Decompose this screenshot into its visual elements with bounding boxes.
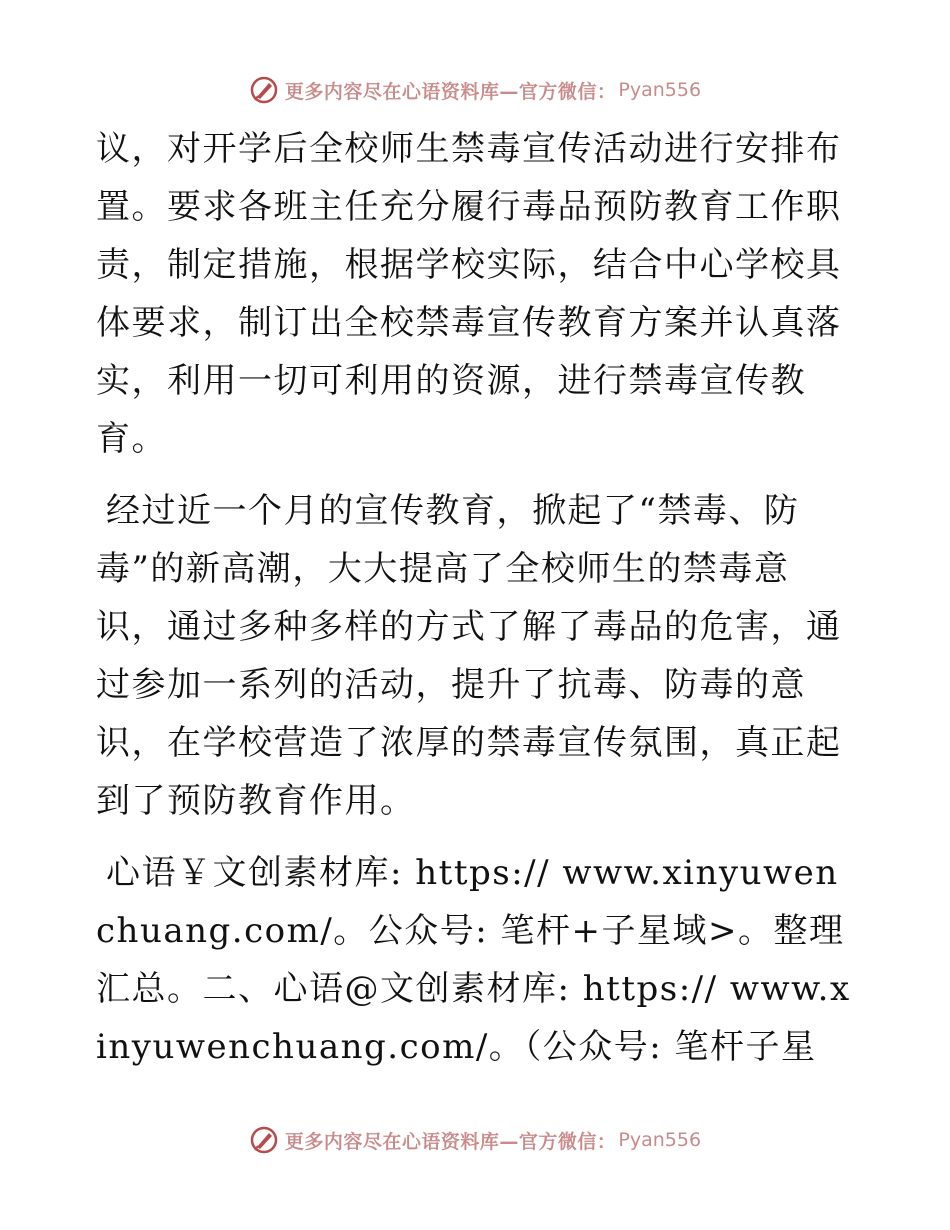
quill-pen-logo-icon	[249, 75, 279, 105]
document-body	[96, 120, 856, 1090]
header-watermark-banner	[0, 70, 950, 110]
banner-wechat-handle: Pyan556	[618, 1129, 702, 1151]
quill-pen-logo-icon	[249, 1125, 279, 1155]
banner-wechat-handle: Pyan556	[618, 79, 702, 101]
paragraph-1: 议，对开学后全校师生禁毒宣传活动进行安排布置。要求各班主任充分履行毒品预防教育工作职责，制定措施，根据学校实际，结合中心学校具体要求，制订出全校禁毒宣传教育方案并认真落实，利用一切可利用的资源，进行禁毒宣传教育。	[96, 129, 842, 459]
footer-watermark-banner	[0, 1120, 950, 1160]
paragraph-3: 心语￥文创素材库: https:// www.xinyuwenchuang.com/。公众号: 笔杆+子星域>。整理汇总。二、心语@文创素材库: https:// www.xinyuwenchuang.com/。（公众号: 笔杆子星	[96, 853, 851, 1067]
banner-text: 更多内容尽在心语资料库—官方微信：	[284, 80, 617, 103]
banner-text: 更多内容尽在心语资料库—官方微信：	[284, 1130, 617, 1153]
paragraph-2: 经过近一个月的宣传教育，掀起了“禁毒、防毒”的新高潮，大大提高了全校师生的禁毒意识，通过多种多样的方式了解了毒品的危害，通过参加一系列的活动，提升了抗毒、防毒的意识，在学校营造了浓厚的禁毒宣传氛围，真正起到了预防教育作用。	[96, 491, 842, 821]
